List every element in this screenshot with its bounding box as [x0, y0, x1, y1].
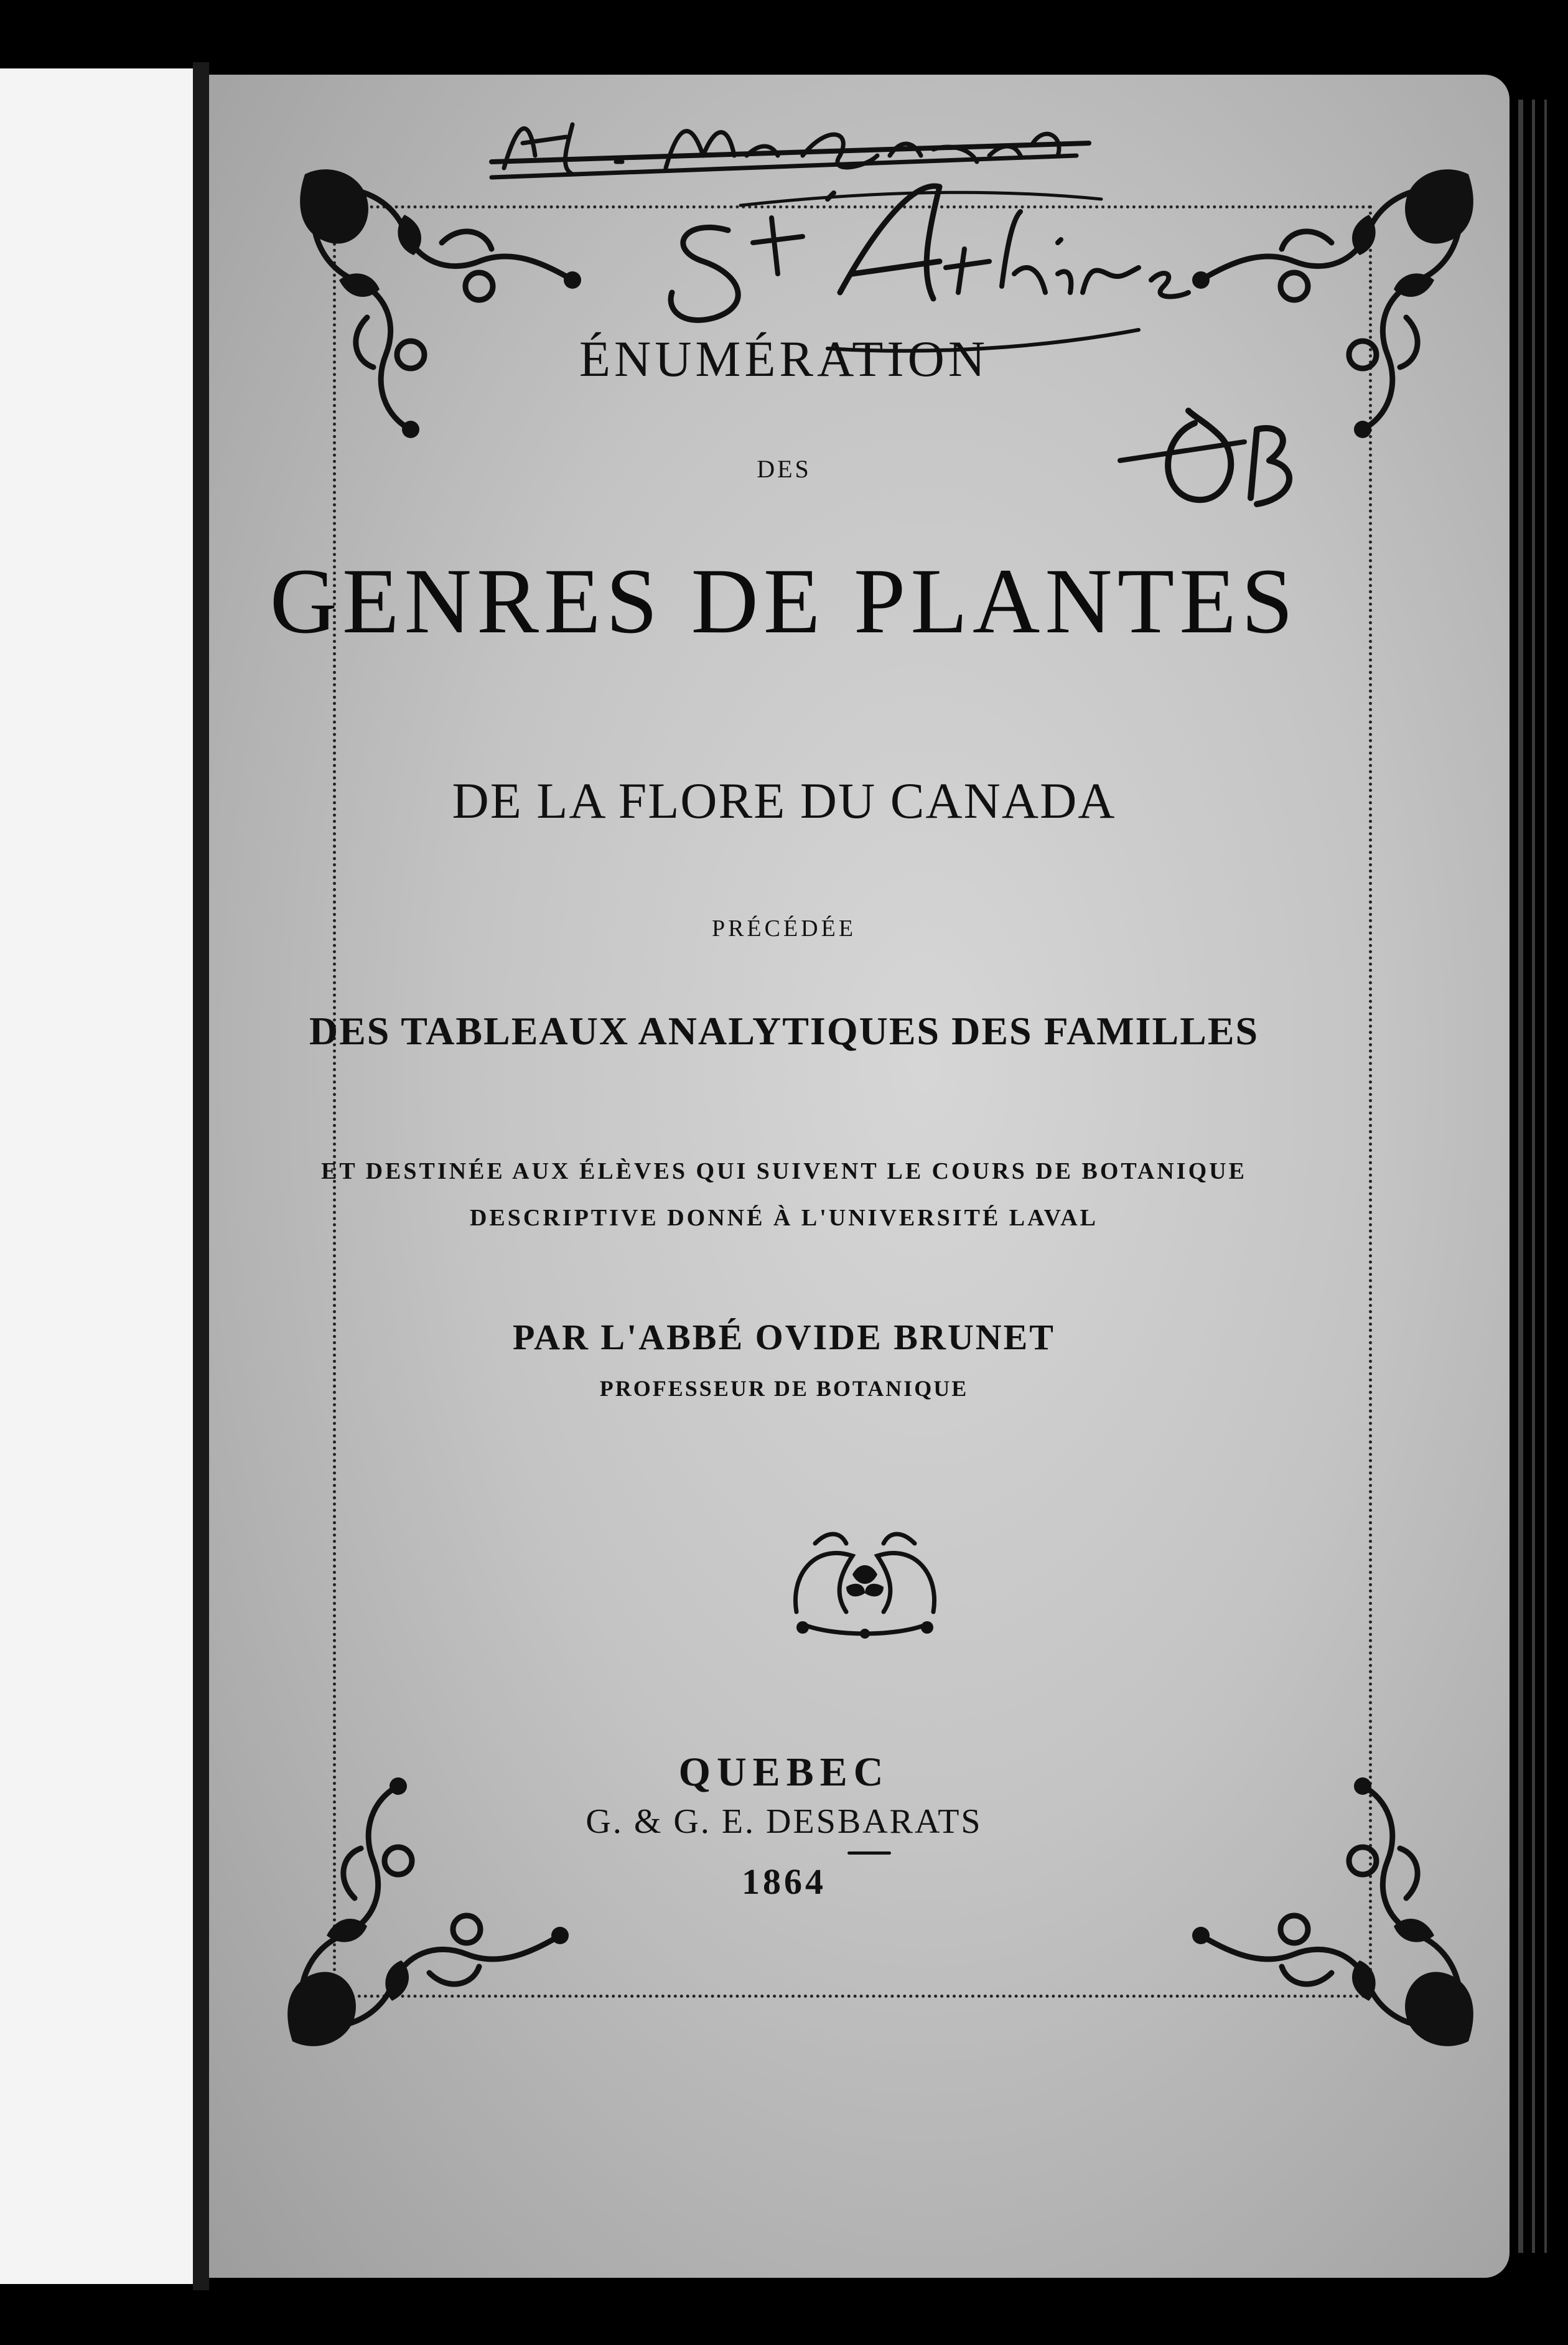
author-title: PROFESSEUR DE BOTANIQUE [599, 1376, 969, 1401]
main-title: GENRES DE PLANTES [269, 550, 1299, 653]
destined-line-2: DESCRIPTIVE DONNÉ À L'UNIVERSITÉ LAVAL [469, 1205, 1099, 1231]
tables-line: DES TABLEAUX ANALYTIQUES DES FAMILLES [309, 1009, 1259, 1053]
handwritten-inscriptions [479, 87, 1300, 560]
author-line: PAR L'ABBÉ OVIDE BRUNET [513, 1317, 1055, 1357]
imprint-publisher: G. & G. E. DESBARATS [586, 1802, 982, 1841]
title-enumeration: ÉNUMÉRATION [579, 330, 989, 387]
subtitle: DE LA FLORE DU CANADA [452, 772, 1116, 829]
destined-line-1: ET DESTINÉE AUX ÉLÈVES QUI SUIVENT LE COURS DE BOTANIQUE [321, 1158, 1247, 1184]
central-floral-vignette [778, 1519, 952, 1643]
preceded-label: PRÉCÉDÉE [711, 915, 857, 942]
imprint-rule [847, 1851, 891, 1855]
title-connector: DES [757, 455, 811, 483]
imprint-city: QUEBEC [678, 1749, 890, 1795]
imprint-year: 1864 [742, 1861, 826, 1902]
